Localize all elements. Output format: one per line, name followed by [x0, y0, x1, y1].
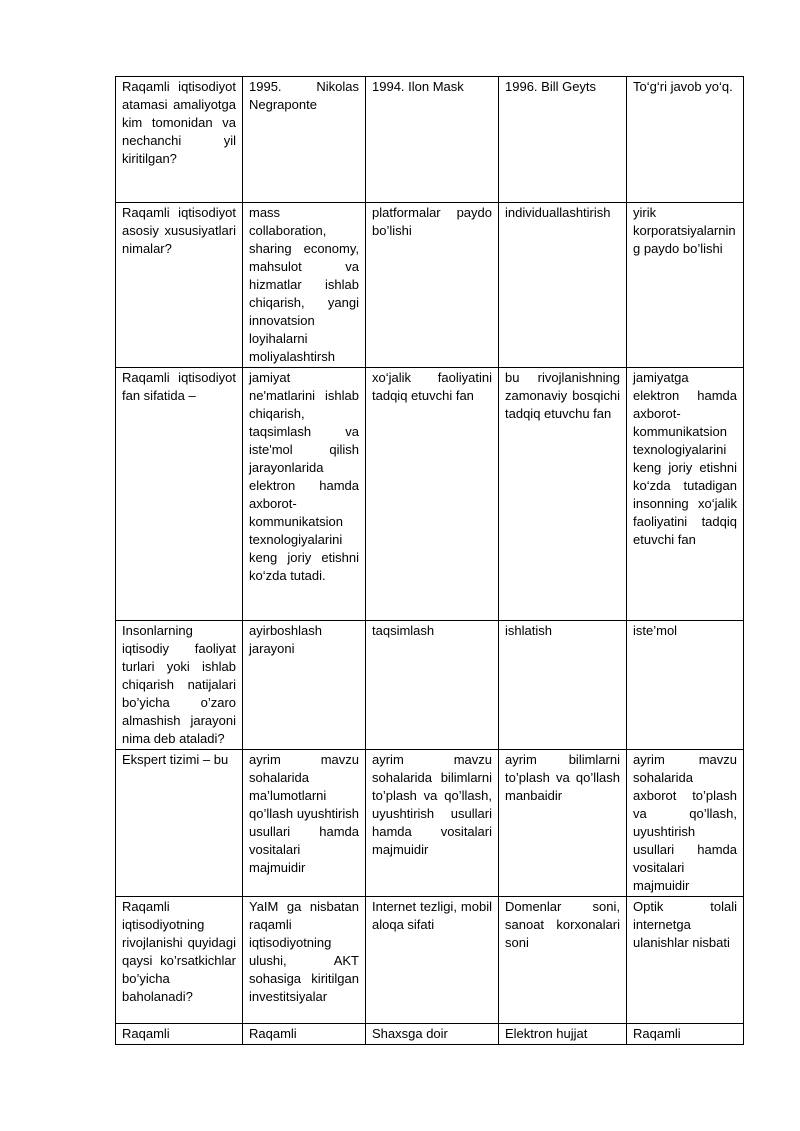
answer-cell: iste’mol: [627, 621, 744, 750]
answer-cell: Optik tolali internetga ulanishlar nisbati: [627, 897, 744, 1024]
answer-cell: jamiyat ne'matlarini ishlab chiqarish, taqsimlash va iste'mol qilish jarayonlarida elektron hamda axborot-kommunikatsion texnologiyalarini keng joriy etishni ko‘zda tutadi.: [243, 368, 366, 621]
answer-cell: Domenlar soni, sanoat korxonalari soni: [499, 897, 627, 1024]
answer-cell: Shaxsga doir: [366, 1024, 499, 1045]
quiz-table: [115, 76, 744, 1045]
question-cell: Ekspert tizimi – bu: [116, 750, 243, 897]
question-cell: Raqamli iqtisodiyot asosiy xususiyatlari nimalar?: [116, 203, 243, 368]
answer-cell: Elektron hujjat: [499, 1024, 627, 1045]
question-cell: Raqamli iqtisodiyot fan sifatida –: [116, 368, 243, 621]
answer-cell: ayrim mavzu sohalarida ma’lumotlarni qo’llash uyushtirish usullari hamda vositalari majmuidir: [243, 750, 366, 897]
table-row: [116, 897, 744, 1024]
answer-cell: 1994. Ilon Mask: [366, 77, 499, 203]
answer-cell: Internet tezligi, mobil aloqa sifati: [366, 897, 499, 1024]
table-row: [116, 750, 744, 897]
answer-cell: ishlatish: [499, 621, 627, 750]
question-cell: Raqamli iqtisodiyot atamasi amaliyotga kim tomonidan va nechanchi yil kiritilgan?: [116, 77, 243, 203]
answer-cell: platformalar paydo bo’lishi: [366, 203, 499, 368]
answer-cell: 1995. Nikolas Negraponte: [243, 77, 366, 203]
answer-cell: yirik korporatsiyalarning paydo bo’lishi: [627, 203, 744, 368]
question-cell: Insonlarning iqtisodiy faoliyat turlari yoki ishlab chiqarish natijalari bo’yicha o’zaro almashish jarayoni nima deb ataladi?: [116, 621, 243, 750]
answer-cell: mass collaboration, sharing economy, mahsulot va hizmatlar ishlab chiqarish, yangi innovatsion loyihalarni moliyalashtirsh: [243, 203, 366, 368]
answer-cell: ayirboshlash jarayoni: [243, 621, 366, 750]
question-cell: Raqamli iqtisodiyotning rivojlanishi quyidagi qaysi ko’rsatkichlar bo’yicha baholanadi?: [116, 897, 243, 1024]
answer-cell: YaIM ga nisbatan raqamli iqtisodiyotning ulushi, AKT sohasiga kiritilgan investitsiyalar: [243, 897, 366, 1024]
answer-cell: Raqamli: [627, 1024, 744, 1045]
answer-cell: individuallashtirish: [499, 203, 627, 368]
table-row: [116, 77, 744, 203]
table-row: [116, 621, 744, 750]
answer-cell: ayrim bilimlarni to’plash va qo’llash manbaidir: [499, 750, 627, 897]
answer-cell: ayrim mavzu sohalarida axborot to’plash va qo’llash, uyushtirish usullari hamda vositalari majmuidir: [627, 750, 744, 897]
answer-cell: bu rivojlanishning zamonaviy bosqichi tadqiq etuvchu fan: [499, 368, 627, 621]
table-row: [116, 368, 744, 621]
question-cell: Raqamli: [116, 1024, 243, 1045]
table-row: [116, 203, 744, 368]
answer-cell: To‘g‘ri javob yo‘q.: [627, 77, 744, 203]
answer-cell: Raqamli: [243, 1024, 366, 1045]
answer-cell: ayrim mavzu sohalarida bilimlarni to’plash va qo’llash, uyushtirish usullari hamda vositalari majmuidir: [366, 750, 499, 897]
table-row: [116, 1024, 744, 1045]
answer-cell: taqsimlash: [366, 621, 499, 750]
answer-cell: 1996. Bill Geyts: [499, 77, 627, 203]
answer-cell: xo‘jalik faoliyatini tadqiq etuvchi fan: [366, 368, 499, 621]
answer-cell: jamiyatga elektron hamda axborot-kommunikatsion texnologiyalarini keng joriy etishni ko‘zda tutadigan insonning xo‘jalik faoliyatini tadqiq etuvchi fan: [627, 368, 744, 621]
